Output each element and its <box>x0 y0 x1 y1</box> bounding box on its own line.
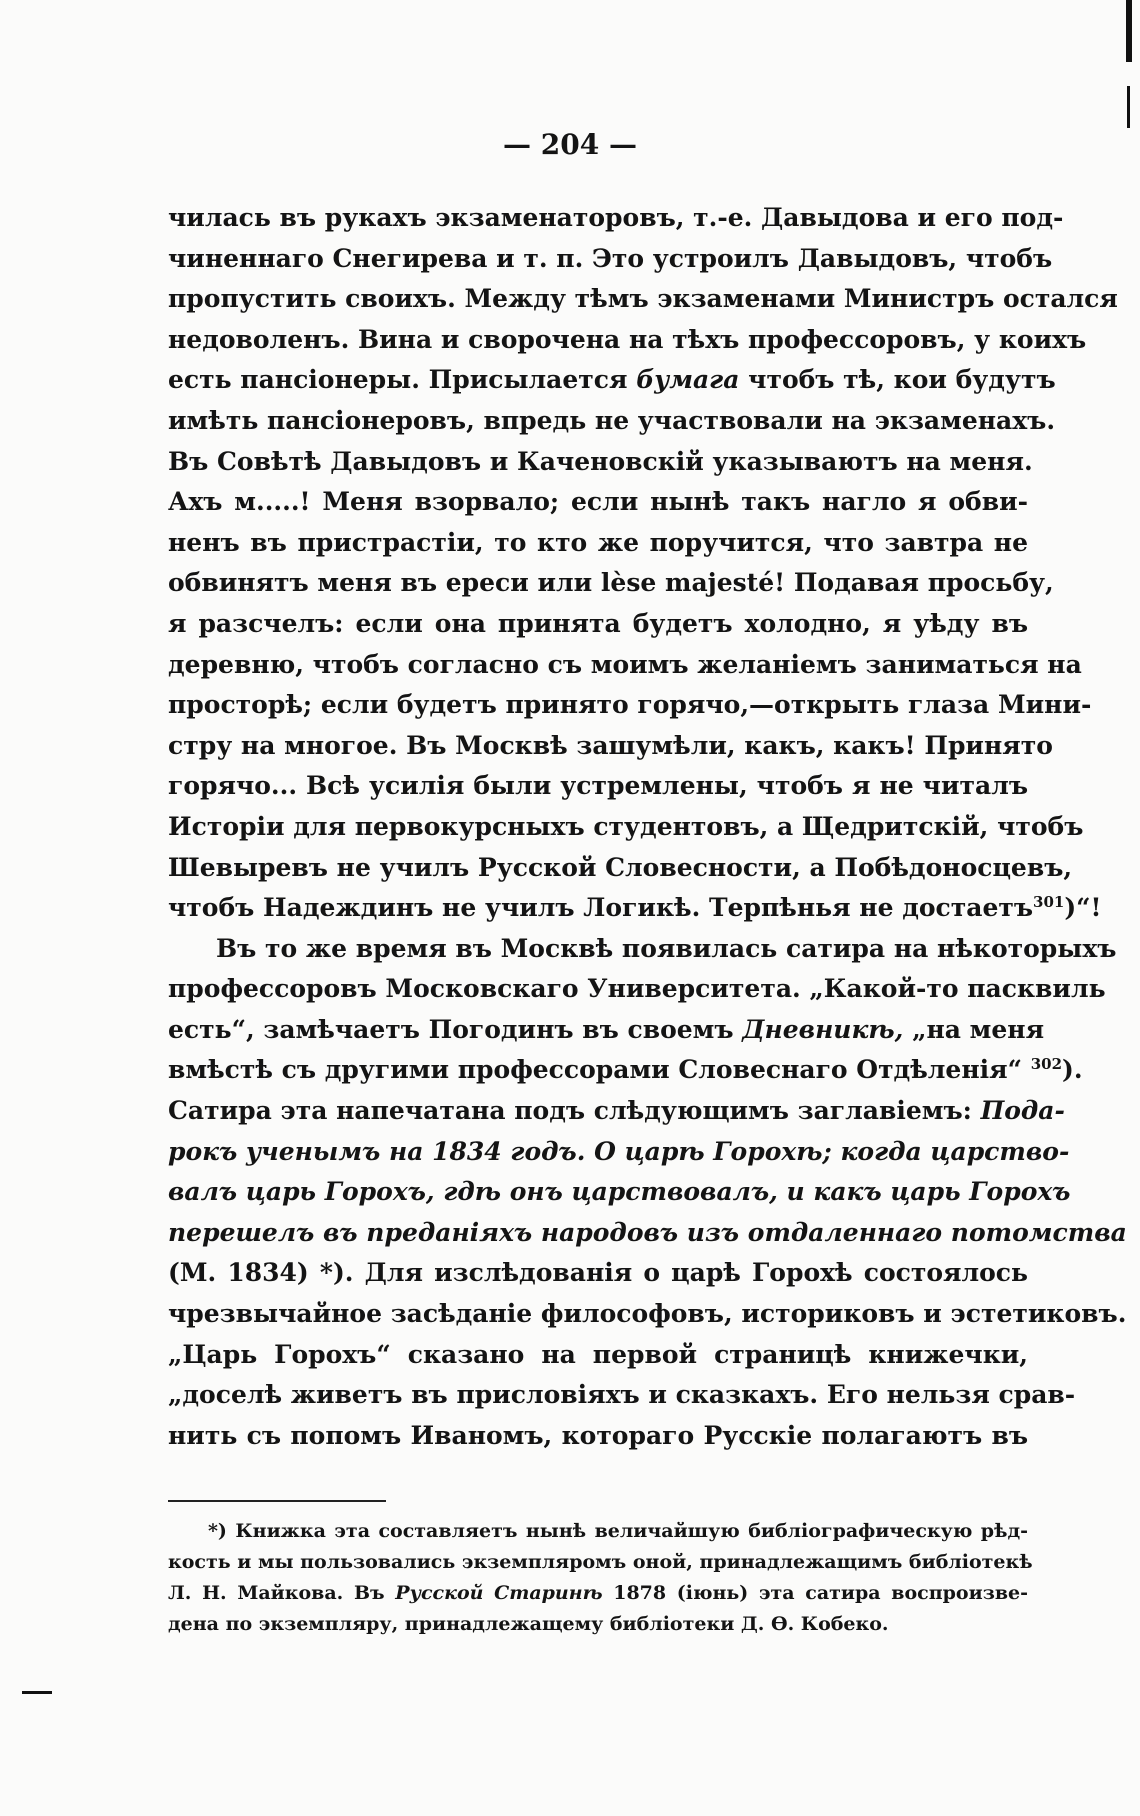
body-line: чиненнаго Снегирева и т. п. Это устроилъ Давыдовъ, чтобъ <box>168 243 1053 273</box>
body-line: „Царь Горохъ“ сказано на первой страницѣ книжечки, <box>168 1339 1028 1369</box>
footnote-line: дена по экземпляру, принадлежащему библіотеки Д. Ѳ. Кобеко. <box>168 1613 889 1635</box>
body-line: Ахъ м.....! Меня взорвало; если нынѣ такъ нагло я обви- <box>168 487 1028 517</box>
body-line: стру на многое. Въ Москвѣ зашумѣли, какъ, какъ! Принято <box>168 730 1053 760</box>
body-line: деревню, чтобъ согласно съ моимъ желаніемъ заниматься на <box>168 649 1082 679</box>
body-line: Шевыревъ не училъ Русской Словесности, а Побѣдоносцевъ, <box>168 852 1073 882</box>
italic-word: Пода- <box>980 1096 1065 1126</box>
body-line: „доселѣ живетъ въ присловіяхъ и сказкахъ. Его нельзя срав- <box>168 1380 1076 1410</box>
body-line: обвинятъ меня въ ереси или lèse majesté! Подавая просьбу, <box>168 568 1054 598</box>
body-line: профессоровъ Московскаго Университета. „Какой-то пасквиль <box>168 974 1106 1004</box>
footnote-line <box>168 1578 1028 1609</box>
line-segment: вмѣстѣ съ другими профессорами Словеснаго Отдѣленія“ <box>168 1055 1022 1085</box>
body-line: рокъ ученымъ на 1834 годъ. О царѣ Горохѣ; когда царство- <box>168 1136 1070 1166</box>
italic-word: бумага <box>636 365 740 395</box>
line-segment: есть“, замѣчаетъ Погодинъ въ своемъ <box>168 1014 734 1044</box>
body-line: валъ царь Горохъ, гдѣ онъ царствовалъ, и какъ царь Горохъ <box>168 1177 1071 1207</box>
body-line: недоволенъ. Вина и сворочена на тѣхъ профессоровъ, у коихъ <box>168 324 1087 354</box>
body-line: имѣть пансіонеровъ, впредь не участвовали на экзаменахъ. <box>168 405 1056 435</box>
italic-word: Дневникѣ, <box>742 1014 904 1044</box>
scan-edge-mark <box>1127 86 1130 128</box>
footnote-divider <box>168 1500 386 1502</box>
footnote <box>168 1516 1033 1640</box>
body-line <box>168 360 1056 401</box>
body-line: Въ то же время въ Москвѣ появилась сатира на нѣкоторыхъ <box>216 933 1117 963</box>
body-line <box>168 1091 1065 1132</box>
body-line: просторѣ; если будетъ принято горячо,—открыть глаза Мини- <box>168 690 1092 720</box>
scan-edge-mark <box>1126 0 1132 62</box>
line-segment: чтобъ Надеждинъ не училъ Логикѣ. Терпѣнья не достаетъ <box>168 893 1034 923</box>
body-line: я разсчелъ: если она принята будетъ холодно, я уѣду въ <box>168 608 1028 638</box>
line-segment: есть пансіонеры. Присылается <box>168 365 628 395</box>
italic-title: Русской Старинѣ <box>395 1582 603 1604</box>
line-segment: чтобъ тѣ, кои будутъ <box>748 365 1056 395</box>
body-line: чилась въ рукахъ экзаменаторовъ, т.-е. Давыдова и его под- <box>168 203 1064 232</box>
line-segment: „на меня <box>912 1014 1045 1044</box>
body-line: чрезвычайное засѣданіе философовъ, историковъ и эстетиковъ. <box>168 1299 1127 1329</box>
body-text <box>168 198 1127 1456</box>
line-segment: Л. Н. Майкова. Въ <box>168 1582 385 1604</box>
scan-edge-mark <box>22 1691 52 1694</box>
body-line: пропустить своихъ. Между тѣмъ экзаменами Министръ остался <box>168 284 1118 314</box>
footnote-line: кость и мы пользовались экземпляромъ оной, принадлежащимъ библіотекѣ <box>168 1551 1033 1573</box>
body-line: Въ Совѣтѣ Давыдовъ и Каченовскій указываютъ на меня. <box>168 446 1033 476</box>
body-line <box>168 1010 1045 1051</box>
line-segment: ). <box>1062 1055 1083 1085</box>
body-line: перешелъ въ преданіяхъ народовъ изъ отдаленнаго потомства <box>168 1217 1127 1247</box>
body-line: горячо... Всѣ усилія были устремлены, чтобъ я не читалъ <box>168 771 1028 801</box>
note-reference: 302 <box>1030 1055 1063 1074</box>
note-reference: 301 <box>1033 893 1065 912</box>
body-line: ненъ въ пристрастіи, то кто же поручится, что завтра не <box>168 527 1028 557</box>
page-number: — 204 — <box>503 128 637 161</box>
body-line: нить съ попомъ Иваномъ, котораго Русскіе полагаютъ въ <box>168 1420 1028 1450</box>
body-line: Исторіи для первокурсныхъ студентовъ, а Щедритскій, чтобъ <box>168 811 1084 841</box>
line-segment: Сатира эта напечатана подъ слѣдующимъ заглавіемъ: <box>168 1096 972 1126</box>
body-line: (М. 1834) *). Для изслѣдованія о царѣ Горохѣ состоялось <box>168 1258 1028 1288</box>
footnote-line: *) Книжка эта составляетъ нынѣ величайшую библіографическую рѣд- <box>208 1520 1028 1542</box>
body-line <box>168 888 1102 929</box>
body-line <box>168 1050 1083 1091</box>
line-segment: 1878 (іюнь) эта сатира воспроизве- <box>613 1582 1028 1604</box>
line-segment: )“! <box>1064 893 1102 923</box>
